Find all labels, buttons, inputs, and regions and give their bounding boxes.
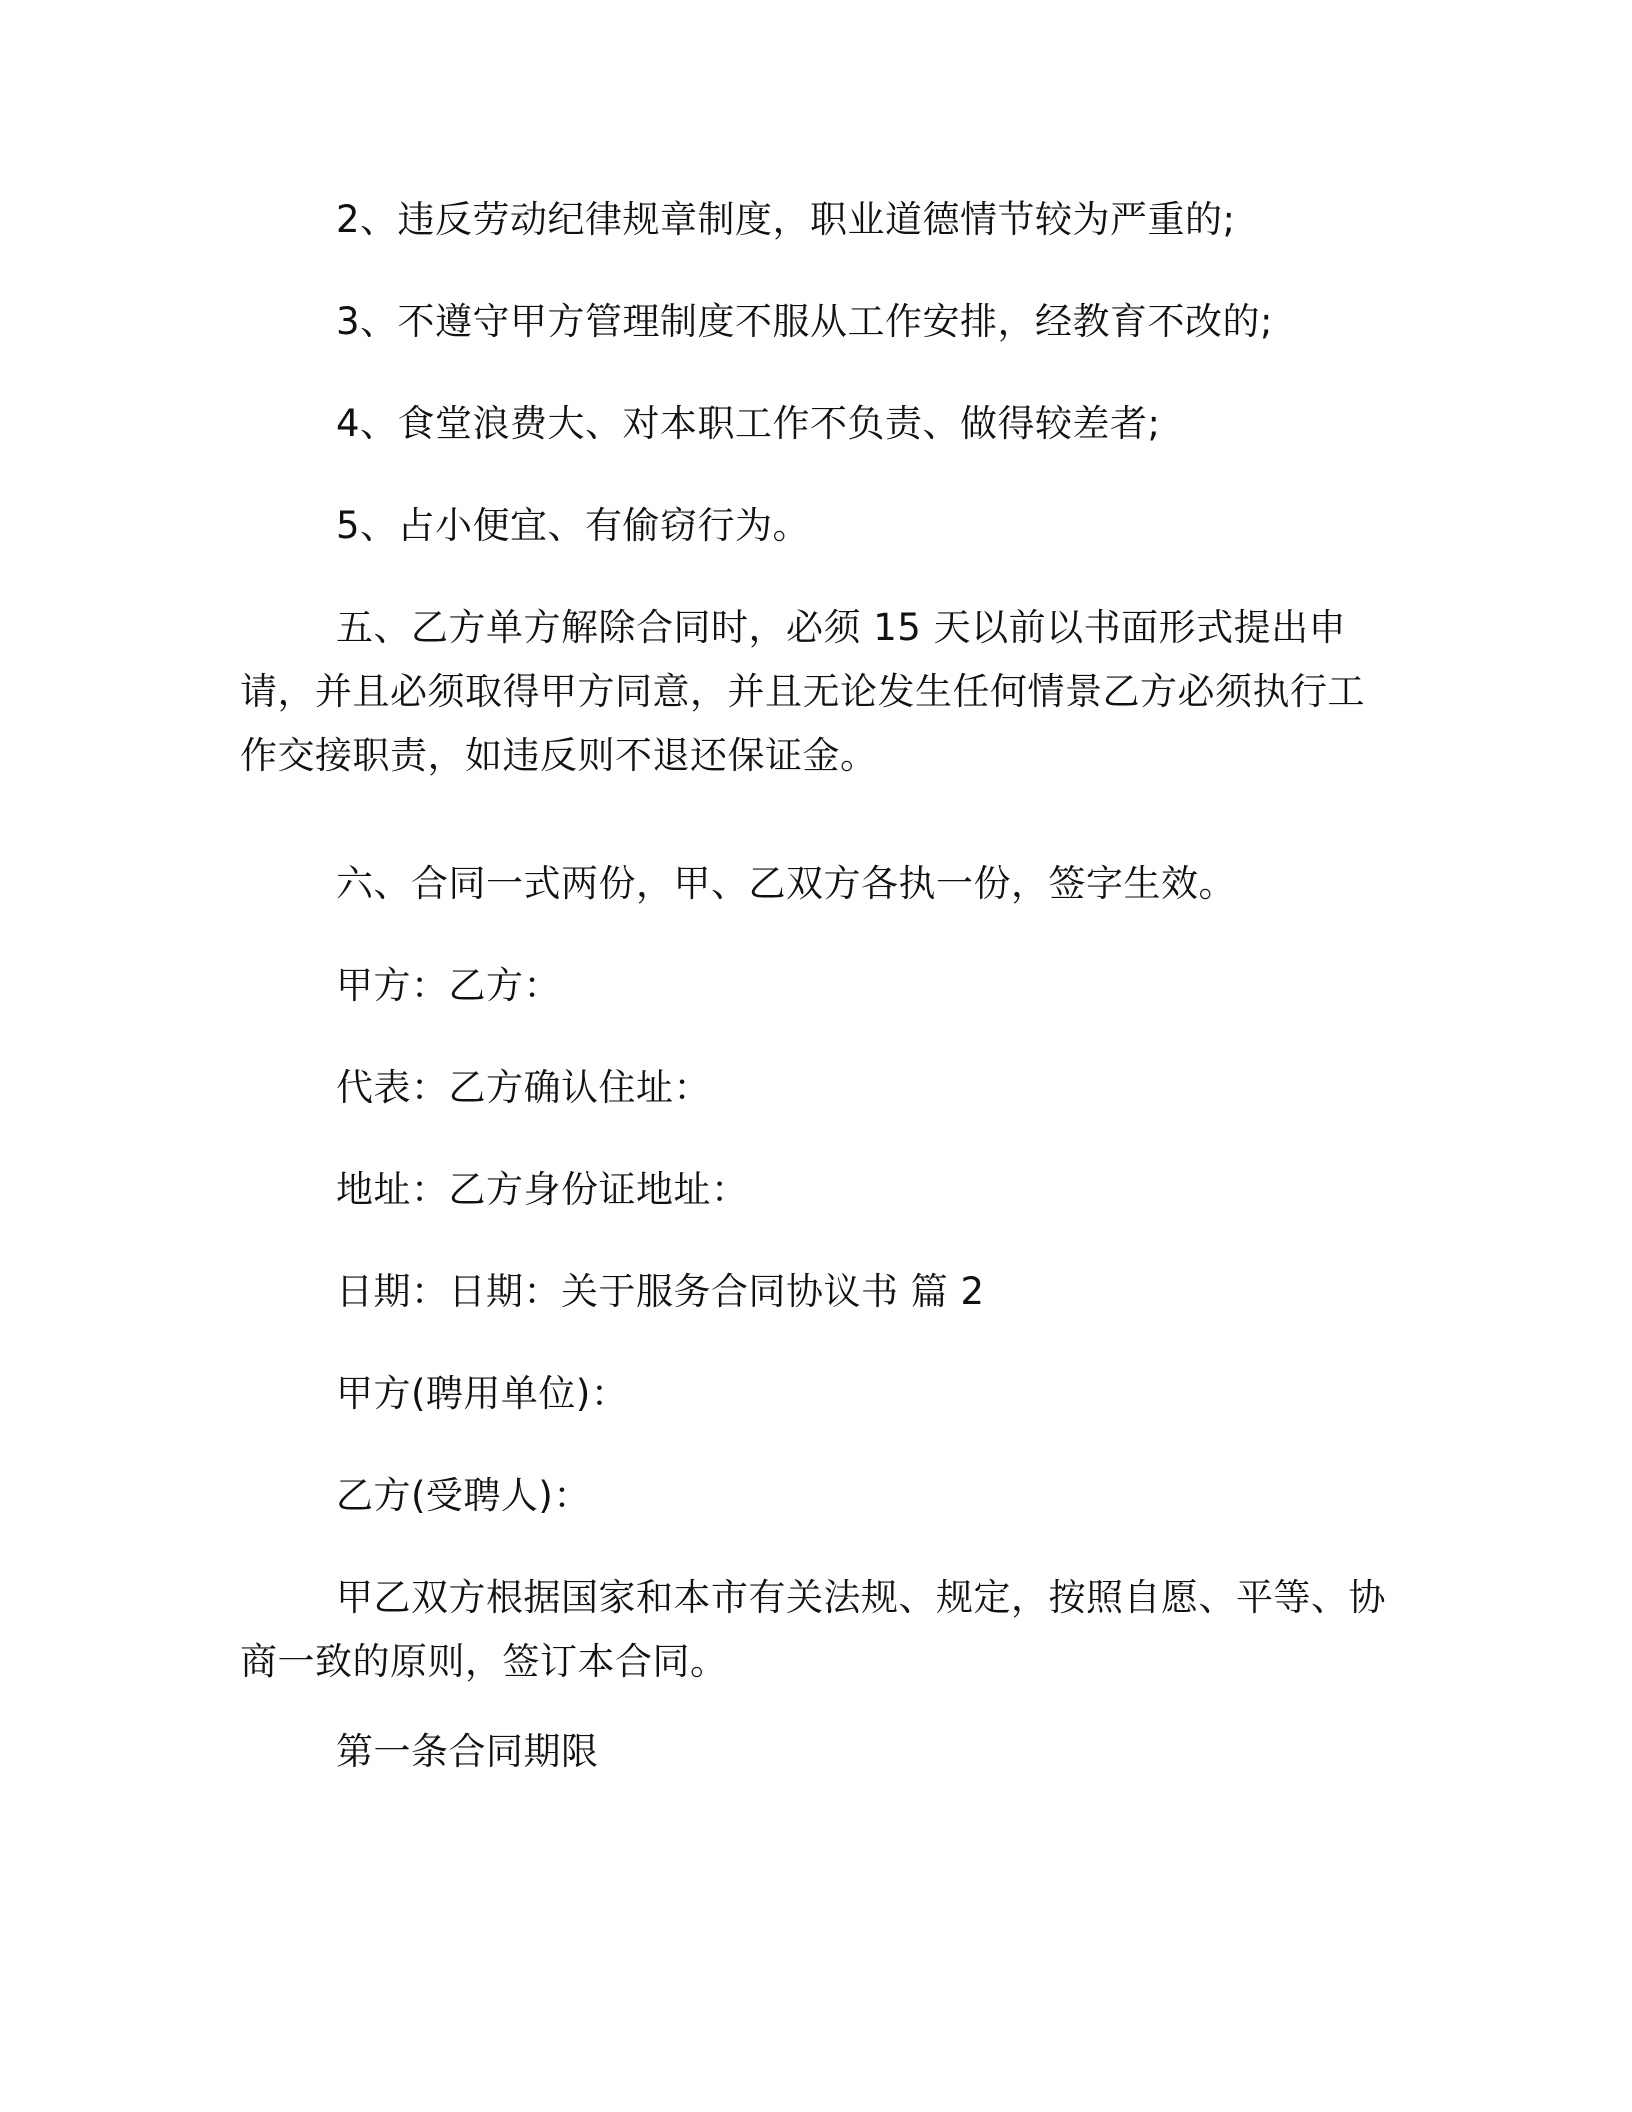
signature-date-line: 日期：日期：关于服务合同协议书 篇 2 [336,1270,985,1313]
section-five: 五、乙方单方解除合同时，必须 15 天以前以书面形式提出申请，并且必须取得甲方同意，并且无论发生任何情景乙方必须执行工作交接职责，如违反则不退还保证金。 [240,606,1365,777]
clause-item-2: 2、违反劳动纪律规章制度，职业道德情节较为严重的; [336,198,1236,241]
party-b-employee: 乙方(受聘人)： [336,1474,591,1517]
clause-item-4: 4、食堂浪费大、对本职工作不负责、做得较差者; [336,402,1161,445]
clause-item-5: 5、占小便宜、有偷窃行为。 [336,504,811,547]
clause-item-3: 3、不遵守甲方管理制度不服从工作安排，经教育不改的; [336,300,1274,343]
signature-party-line: 甲方：乙方： [336,964,561,1007]
section-six: 六、合同一式两份，甲、乙双方各执一份，签字生效。 [336,862,1236,905]
preamble-paragraph: 甲乙双方根据国家和本市有关法规、规定，按照自愿、平等、协商一致的原则，签订本合同。 [240,1576,1386,1683]
party-a-employer: 甲方(聘用单位)： [336,1372,629,1415]
signature-representative-line: 代表：乙方确认住址： [336,1066,711,1109]
article-one-heading: 第一条合同期限 [336,1730,599,1773]
signature-address-line: 地址：乙方身份证地址： [336,1168,749,1211]
document-page [240,0,1400,2112]
